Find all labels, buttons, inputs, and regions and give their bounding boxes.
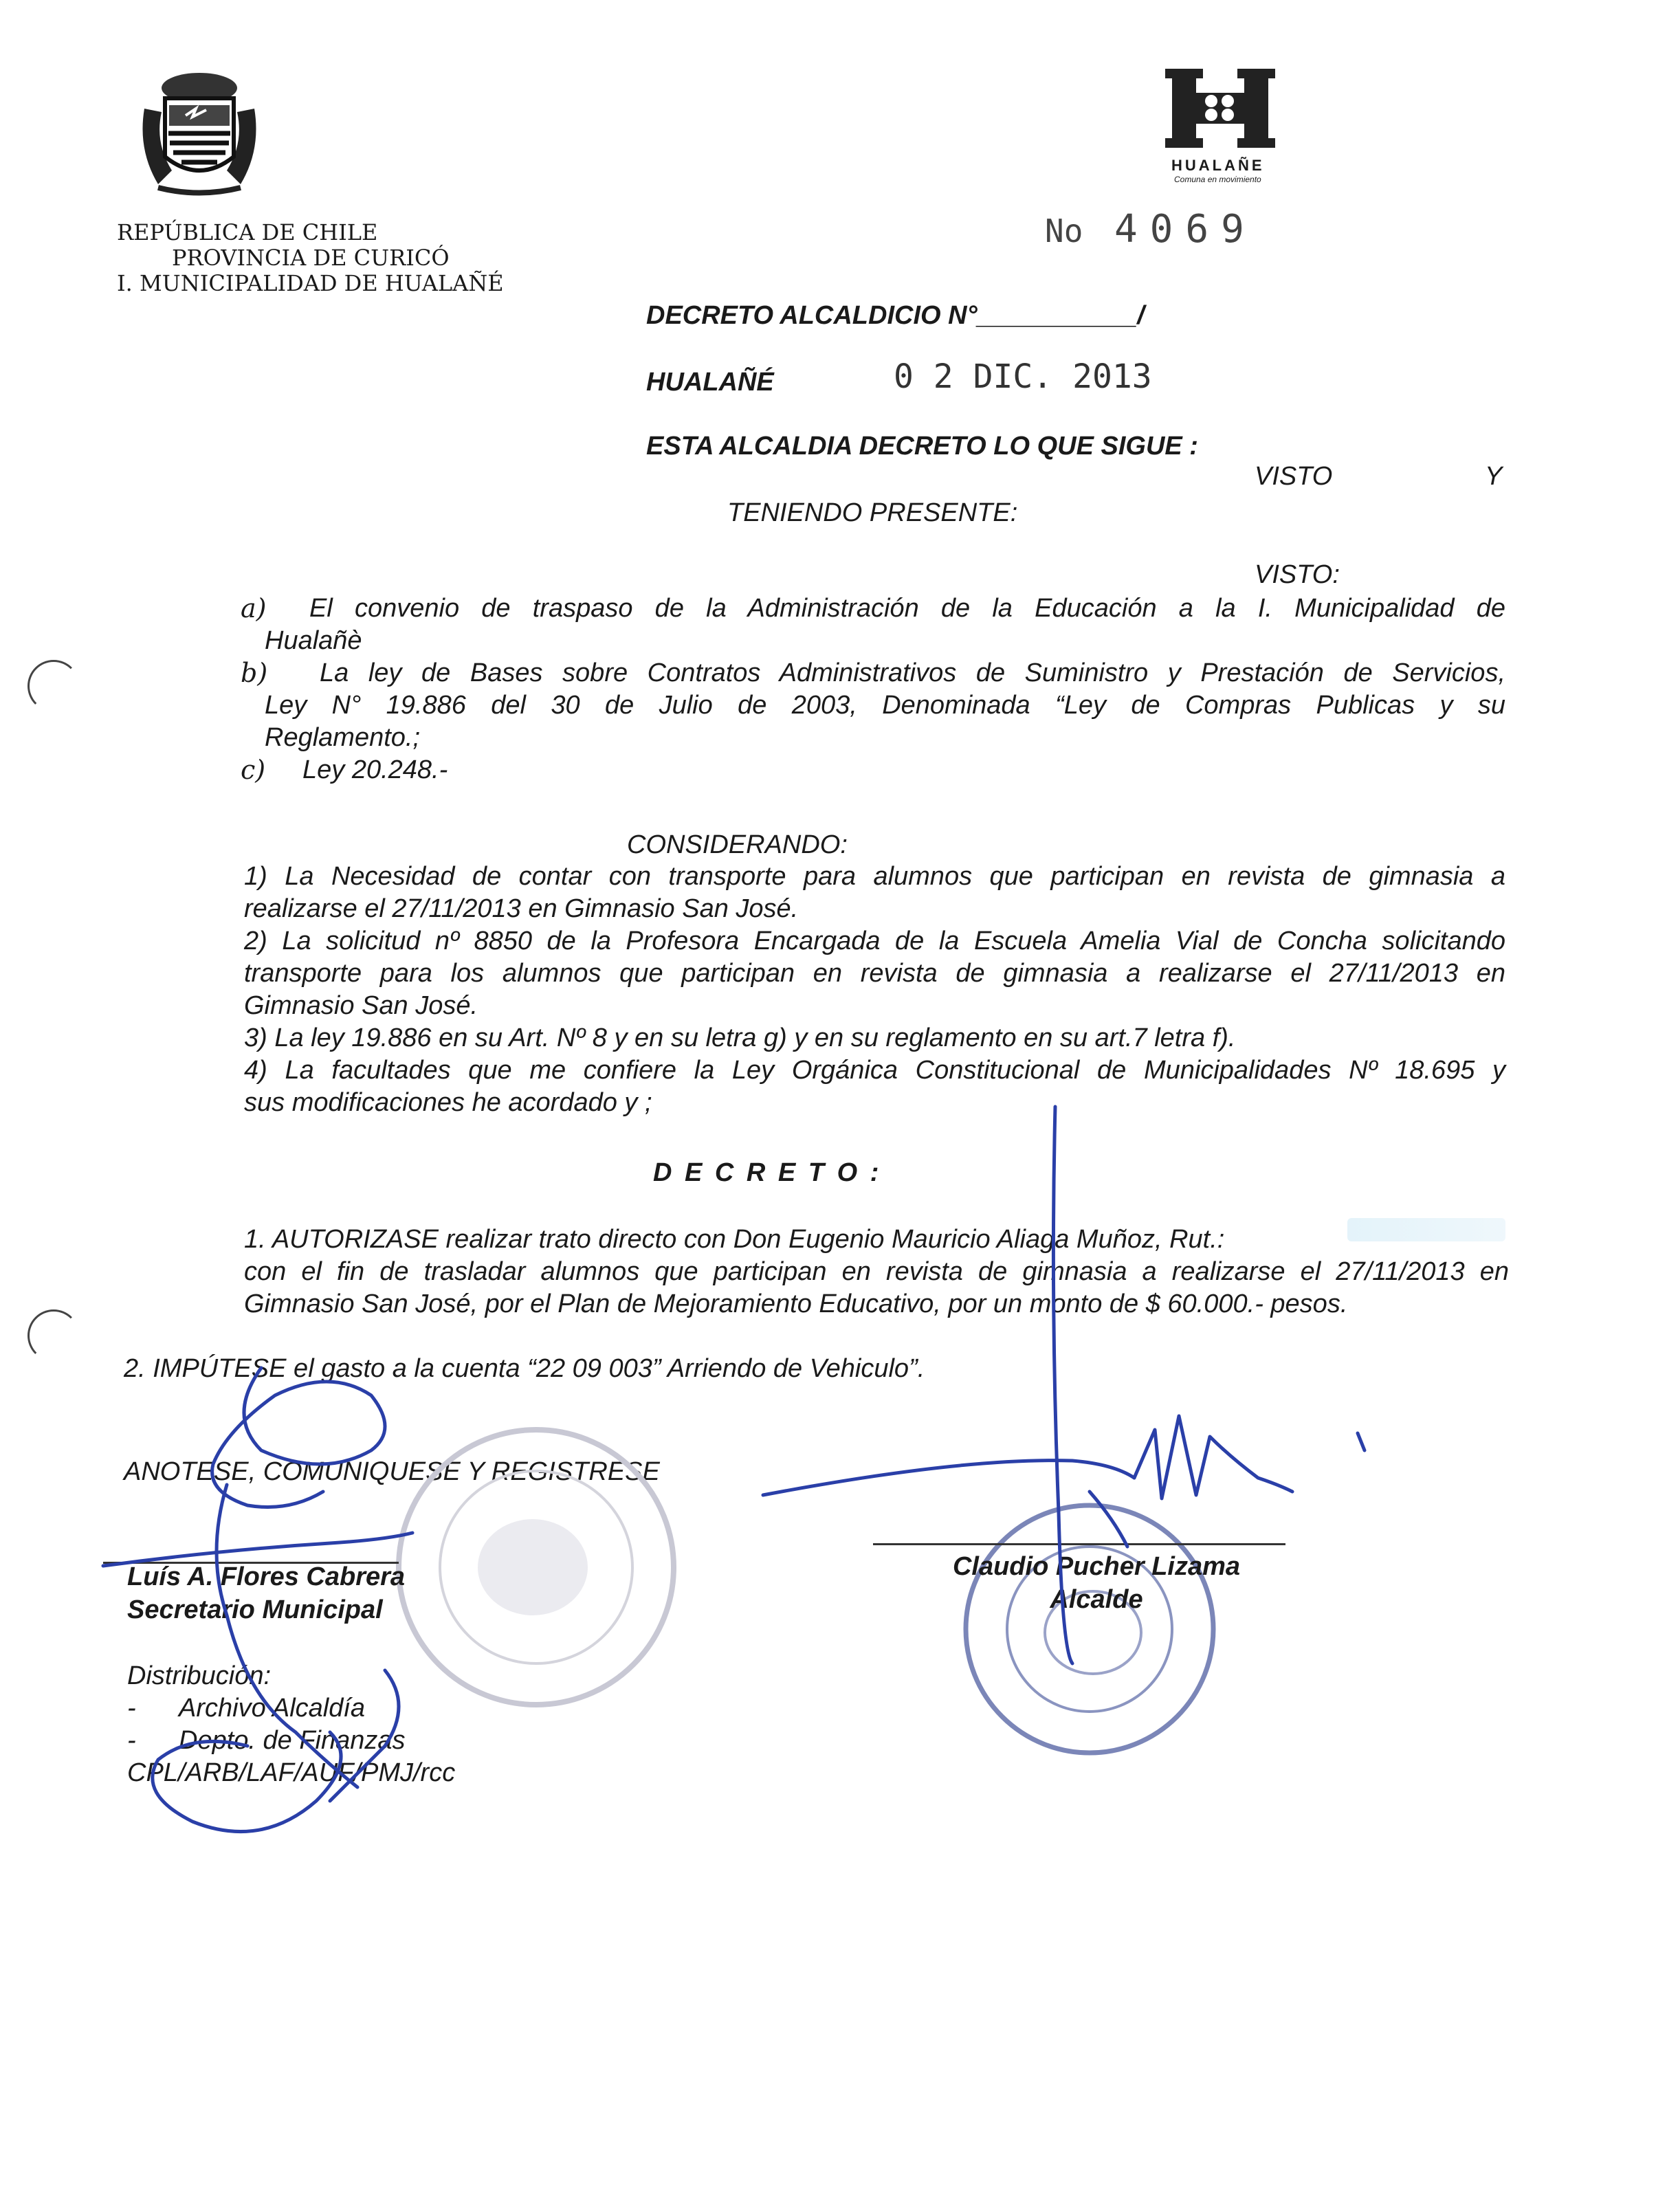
decree-place: HUALAÑÉ <box>646 368 774 397</box>
teniendo-presente: TENIENDO PRESENTE: <box>727 498 1018 527</box>
imputese-line: 2. IMPÚTESE el gasto a la cuenta “22 09 003” Arriendo de Vehiculo”. <box>124 1354 925 1383</box>
distribution-block <box>127 1660 455 1789</box>
decreto-line: con el fin de trasladar alumnos que participan en revista de gimnasia a realizarse el 27/11/2013 en <box>244 1257 1509 1286</box>
hualane-logo <box>1162 65 1285 184</box>
mayor-title: Alcalde <box>1050 1585 1143 1614</box>
visto-word: VISTO <box>1255 462 1333 491</box>
decree-intro: ESTA ALCALDIA DECRETO LO QUE SIGUE : <box>646 432 1198 461</box>
header-line-municipality: I. MUNICIPALIDAD DE HUALAÑÉ <box>117 270 504 296</box>
header-institution <box>117 220 504 296</box>
y-word: Y <box>1485 462 1503 491</box>
distribution-item: - Archivo Alcaldía <box>127 1692 455 1725</box>
visto-item-a <box>241 593 1505 657</box>
considerando-line: 2) La solicitud nº 8850 de la Profesora Encargada de la Escuela Amelia Vial de Concha solicitando <box>244 927 1505 955</box>
visto-line: Hualañè <box>265 626 362 655</box>
considerando-line: 1) La Necesidad de contar con transporte para alumnos que participan en revista de gimnasia a <box>244 862 1505 891</box>
mayor-block <box>938 1550 1255 1616</box>
considerando-line: 4) La facultades que me confiere la Ley Orgánica Constitucional de Municipalidades Nº 18.695 y <box>244 1056 1505 1085</box>
visto-line: Reglamento.; <box>265 723 421 752</box>
visto-label: b) <box>241 658 268 688</box>
stamped-number-value: 4069 <box>1114 207 1257 252</box>
visto-line: La ley de Bases sobre Contratos Administrativos de Suministro y Prestación de Servicios, <box>320 659 1505 687</box>
anotese-line: ANOTESE, COMUNIQUESE Y REGISTRESE <box>124 1457 660 1486</box>
considerando-line: sus modificaciones he acordado y ; <box>244 1088 652 1117</box>
binder-hole-top <box>27 660 80 712</box>
considerando-heading: CONSIDERANDO: <box>627 830 848 859</box>
visto-heading: VISTO: <box>1255 560 1340 589</box>
binder-hole-bottom <box>27 1309 80 1362</box>
considerando-line: 3) La ley 19.886 en su Art. Nº 8 y en su letra g) y en su reglamento en su art.7 letra f). <box>244 1024 1236 1052</box>
distribution-initials: CPL/ARB/LAF/AUF/PMJ/rcc <box>127 1758 456 1787</box>
distribution-item-label: Depto. de Finanzas <box>179 1726 406 1755</box>
visto-line: El convenio de traspaso de la Administración de la Educación a la I. Municipalidad de <box>309 594 1505 623</box>
decree-title: DECRETO ALCALDICIO N°___________/ <box>646 301 1145 330</box>
secretary-title: Secretario Municipal <box>127 1595 383 1624</box>
stamped-number <box>1045 206 1257 252</box>
decreto-line: Gimnasio San José, por el Plan de Mejoramiento Educativo, por un monto de $ 60.000.- pesos. <box>244 1290 1348 1318</box>
decreto-heading: D E C R E T O : <box>653 1158 882 1187</box>
secretary-block <box>127 1560 405 1626</box>
logo-name: HUALAÑE <box>1171 157 1265 174</box>
considerando-line: Gimnasio San José. <box>244 991 478 1020</box>
mayor-name: Claudio Pucher Lizama <box>952 1552 1241 1581</box>
coat-of-arms-icon <box>131 67 268 198</box>
considerando-list <box>244 861 1505 1119</box>
distribution-heading: Distribución: <box>127 1661 272 1690</box>
logo-tagline: Comuna en movimiento <box>1174 175 1261 184</box>
decreto-list <box>244 1224 1509 1320</box>
secretary-name: Luís A. Flores Cabrera <box>127 1562 406 1591</box>
visto-line: Ley N° 19.886 del 30 de Julio de 2003, Denominada “Ley de Compras Publicas y su <box>265 691 1505 720</box>
date-stamp: 0 2 DIC. 2013 <box>894 357 1152 396</box>
visto-line: Ley 20.248.- <box>302 755 448 784</box>
visto-list <box>241 593 1505 786</box>
distribution-item-label: Archivo Alcaldía <box>179 1694 366 1723</box>
visto-item-c <box>241 754 1505 786</box>
stamped-number-prefix: No <box>1045 212 1083 250</box>
distribution-item: - Depto. de Finanzas <box>127 1725 455 1757</box>
visto-label: c) <box>241 755 266 785</box>
hualane-h-logo-icon <box>1162 65 1279 155</box>
visto-label: a) <box>241 593 267 623</box>
mayor-signature-line <box>873 1543 1285 1545</box>
considerando-line: realizarse el 27/11/2013 en Gimnasio San José. <box>244 894 799 923</box>
municipal-seal-right-icon <box>956 1495 1224 1763</box>
header-line-country: REPÚBLICA DE CHILE <box>117 219 378 245</box>
redacted-rut <box>1347 1218 1505 1241</box>
header-line-province: PROVINCIA DE CURICÓ <box>172 245 450 271</box>
considerando-line: transporte para los alumnos que participan en revista de gimnasia a realizarse el 27/11/2013 en <box>244 959 1505 988</box>
visto-item-b <box>241 657 1505 754</box>
decreto-line: 1. AUTORIZASE realizar trato directo con Don Eugenio Mauricio Aliaga Muñoz, Rut.: <box>244 1225 1225 1254</box>
